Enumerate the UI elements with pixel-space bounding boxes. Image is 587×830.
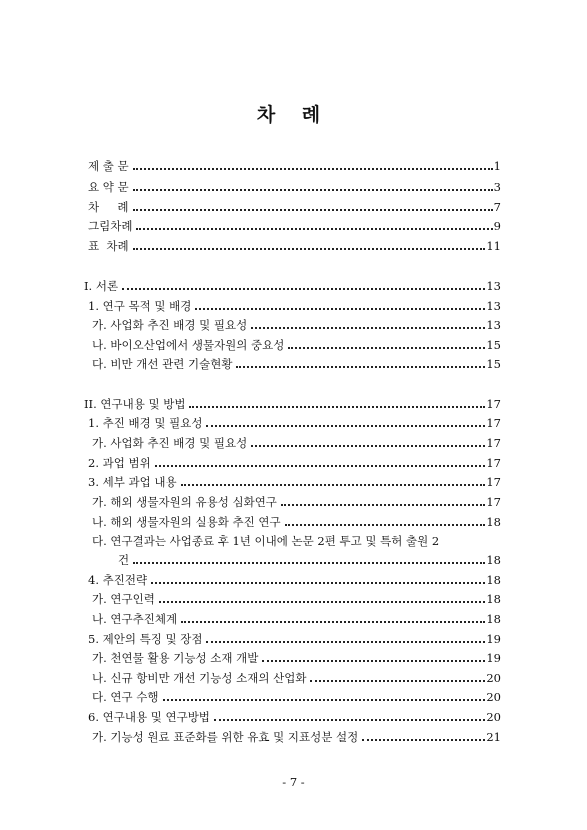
toc-entry[interactable] xyxy=(88,452,501,470)
toc-entry-label: 가. 사업화 추진 배경 및 필요성 xyxy=(92,318,248,332)
toc-entry-page: 19 xyxy=(486,651,501,665)
dot-leader xyxy=(251,327,485,329)
toc-entry-label: 표 차례 xyxy=(88,239,129,253)
dot-leader xyxy=(310,680,485,682)
toc-entry-label: 요 약 문 xyxy=(88,180,129,194)
toc-entry[interactable] xyxy=(88,412,501,430)
dot-leader xyxy=(151,582,485,584)
dot-leader xyxy=(159,601,486,603)
toc-entry[interactable] xyxy=(92,647,501,665)
toc-entry-label: 다. 연구 수행 xyxy=(92,690,159,704)
toc-entry-label: 가. 연구인력 xyxy=(92,592,155,606)
dot-leader xyxy=(214,719,485,721)
toc-entry-page: 18 xyxy=(486,573,501,587)
dot-leader xyxy=(206,425,485,427)
dot-leader xyxy=(163,699,486,701)
toc-entry[interactable] xyxy=(88,196,501,214)
toc-entry[interactable] xyxy=(92,353,501,371)
dot-leader xyxy=(181,621,485,623)
toc-entry-label: 2. 과업 범위 xyxy=(88,456,151,470)
dot-leader xyxy=(262,660,485,662)
dot-leader xyxy=(155,465,486,467)
toc-entry-page: 18 xyxy=(486,612,501,626)
toc-entry-page: 15 xyxy=(486,357,501,371)
toc-entry-label: 건 xyxy=(118,553,130,567)
toc-entry-label: 나. 해외 생물자원의 실용화 추진 연구 xyxy=(92,515,281,529)
toc-entry-label: 5. 제안의 특징 및 장점 xyxy=(88,632,203,646)
toc-entry-page: 21 xyxy=(486,730,501,744)
toc-entry-page: 17 xyxy=(486,475,501,489)
toc-entry[interactable] xyxy=(92,667,501,685)
dot-leader xyxy=(362,739,485,741)
toc-entry-page: 20 xyxy=(486,710,501,724)
dot-leader xyxy=(122,288,485,290)
dot-leader xyxy=(195,308,485,310)
toc-entry-page: 17 xyxy=(486,456,501,470)
toc-entry-label: 그림차례 xyxy=(88,219,133,233)
toc-entry[interactable] xyxy=(84,275,501,293)
dot-leader xyxy=(189,406,485,408)
toc-entry[interactable] xyxy=(92,530,501,548)
page-number: - 7 - xyxy=(282,775,305,789)
toc-entry-label: 6. 연구내용 및 연구방법 xyxy=(88,710,210,724)
toc-entry[interactable] xyxy=(88,471,501,489)
toc-entry-page: 17 xyxy=(486,416,501,430)
toc-entry[interactable] xyxy=(88,235,501,253)
toc-entry-page: 3 xyxy=(493,180,501,194)
toc-entry-page: 17 xyxy=(486,397,501,411)
toc-entry-label: 나. 연구추진체계 xyxy=(92,612,178,626)
dot-leader xyxy=(236,366,485,368)
toc-entry-label: 다. 연구결과는 사업종료 후 1년 이내에 논문 2편 투고 및 특허 출원 2 xyxy=(92,534,440,548)
toc-entry[interactable] xyxy=(88,628,501,646)
toc-entry-page: 18 xyxy=(486,592,501,606)
toc-entry[interactable] xyxy=(92,588,501,606)
toc-entry-page: 13 xyxy=(486,318,501,332)
toc-entry[interactable] xyxy=(92,314,501,332)
toc-entry[interactable] xyxy=(88,569,501,587)
dot-leader xyxy=(136,228,492,230)
toc-entry-label: 가. 천연물 활용 기능성 소재 개발 xyxy=(92,651,259,665)
dot-leader xyxy=(133,189,493,191)
toc-entry-label: II. 연구내용 및 방법 xyxy=(84,397,186,411)
toc-entry[interactable] xyxy=(88,215,501,233)
dot-leader xyxy=(133,562,485,564)
toc-entry[interactable] xyxy=(92,334,501,352)
toc-entry-label: 가. 기능성 원료 표준화를 위한 유효 및 지표성분 설정 xyxy=(92,730,359,744)
dot-leader xyxy=(288,347,485,349)
dot-leader xyxy=(181,484,486,486)
toc-entry-label: 차 례 xyxy=(88,200,129,214)
toc-entry[interactable] xyxy=(88,706,501,724)
toc-entry-page: 17 xyxy=(486,495,501,509)
toc-entry[interactable] xyxy=(88,176,501,194)
toc-entry-page: 7 xyxy=(493,200,501,214)
toc-entry-page: 20 xyxy=(486,671,501,685)
toc-entry[interactable] xyxy=(88,155,501,173)
page-title: 차 례 xyxy=(256,104,331,126)
toc-entry[interactable] xyxy=(92,726,501,744)
toc-entry-page: 13 xyxy=(486,299,501,313)
toc-entry-page: 15 xyxy=(486,338,501,352)
toc-entry-page: 18 xyxy=(486,553,501,567)
toc-entry-page: 9 xyxy=(493,219,501,233)
toc-entry[interactable] xyxy=(92,608,501,626)
toc-entry-label: 나. 바이오산업에서 생물자원의 중요성 xyxy=(92,338,285,352)
toc-entry-label: 나. 신규 항비만 개선 기능성 소재의 산업화 xyxy=(92,671,307,685)
dot-leader xyxy=(206,641,485,643)
toc-entry[interactable] xyxy=(84,393,501,411)
toc-entry-label: 1. 연구 목적 및 배경 xyxy=(88,299,192,313)
toc-entry-page: 1 xyxy=(493,159,501,173)
toc-entry[interactable] xyxy=(92,686,501,704)
toc-entry-page: 18 xyxy=(486,515,501,529)
toc-entry-page: 20 xyxy=(486,690,501,704)
dot-leader xyxy=(251,445,485,447)
dot-leader xyxy=(133,248,486,250)
toc-entry[interactable] xyxy=(118,549,501,567)
toc-entry-label: 다. 비만 개선 관련 기술현황 xyxy=(92,357,233,371)
toc-entry-label: 1. 추진 배경 및 필요성 xyxy=(88,416,203,430)
toc-entry-page: 13 xyxy=(486,279,501,293)
toc-entry-page: 11 xyxy=(486,239,501,253)
toc-entry[interactable] xyxy=(88,295,501,313)
toc-entry-page: 17 xyxy=(486,436,501,450)
toc-entry-label: 가. 사업화 추진 배경 및 필요성 xyxy=(92,436,248,450)
toc-entry[interactable] xyxy=(92,491,501,509)
dot-leader xyxy=(133,168,493,170)
toc-entry[interactable] xyxy=(92,511,501,529)
toc-entry-label: 3. 세부 과업 내용 xyxy=(88,475,177,489)
toc-entry-label: 가. 해외 생물자원의 유용성 심화연구 xyxy=(92,495,277,509)
dot-leader xyxy=(133,209,493,211)
dot-leader xyxy=(281,504,485,506)
toc-entry-label: I. 서론 xyxy=(84,279,119,293)
dot-leader xyxy=(285,524,486,526)
toc-entry[interactable] xyxy=(92,432,501,450)
toc-entry-label: 4. 추진전략 xyxy=(88,573,148,587)
toc-entry-label: 제 출 문 xyxy=(88,159,129,173)
toc-entry-page: 19 xyxy=(486,632,501,646)
